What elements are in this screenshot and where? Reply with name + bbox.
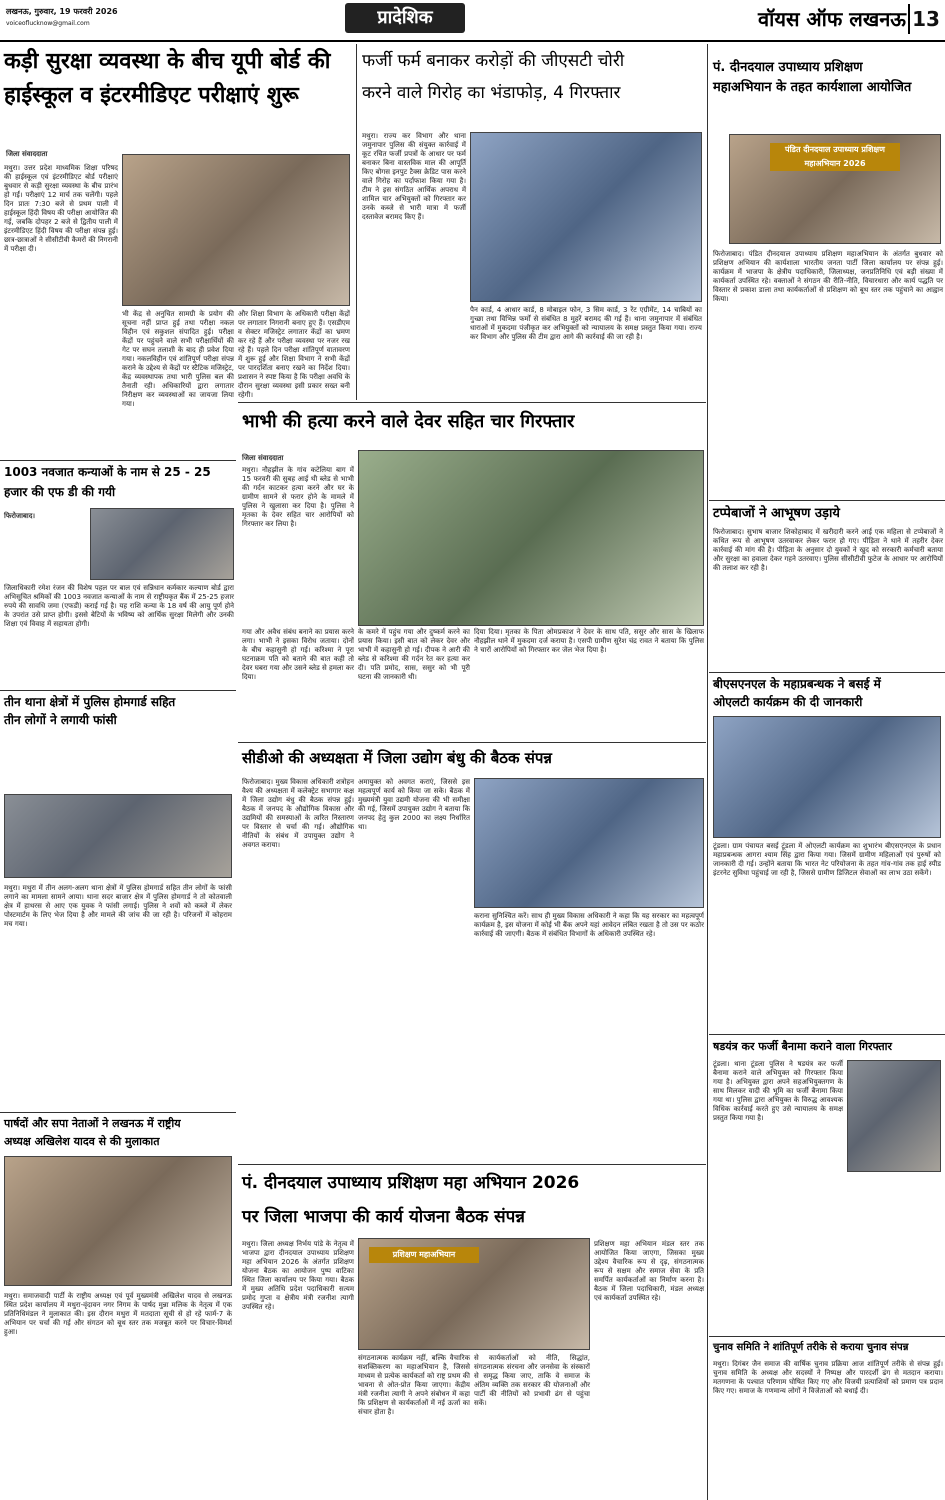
- pdu-bjp-photo: [358, 1238, 590, 1350]
- board-exam-headline-line1: कड़ी सुरक्षा व्यवस्था के बीच यूपी बोर्ड की: [4, 49, 331, 74]
- pdu-bjp-headline-line2: पर जिला भाजपा की कार्य योजना बैठक संपन्न: [242, 1207, 525, 1227]
- bhabhi-murder-byline: जिला संवाददाता: [242, 454, 284, 462]
- homeguard-body: मथुरा। मथुरा में तीन अलग-अलग थाना क्षेत्रों में पुलिस होमगार्ड सहित तीन लोगों के फांसी लगाने का मामला सामने आया। थाना सदर बाजार क्षेत्र में पुलिस होमगार्ड ने तो कोतवाली क्षेत्र में हाथरस से आए एक युवक ने फांसी लगाई। पुलिस ने शवों को कब्जे में लेकर पोस्टमार्टम के लिए भेज दिया है और मामले की जांच की जा रही है। परिजनों में कोहराम मच गया।: [4, 884, 235, 928]
- election-body: मथुरा। दिगंबर जैन समाज की वार्षिक चुनाव प्रक्रिया आज शांतिपूर्ण तरीके से संपन्न हुई। चुनाव समिति के अध्यक्ष और सदस्यों ने निष्पक्ष और पारदर्शी ढंग से मतदान कराया। मतगणना के पश्चात परिणाम घोषित किए गए और विजयी प्रत्याशियों को प्रमाण पत्र प्रदान किए गए। समाज के गणमान्य लोगों ने विजेताओं को बधाई दी।: [713, 1360, 943, 1395]
- cdo-meeting-body-col1: फिरोजाबाद। मुख्य विकास अधिकारी शत्रोहन वैश्य की अध्यक्षता में कलेक्ट्रेट सभागार कक्ष में जिला उद्योग बंधु की बैठक संपन्न हुई। बैठक में जनपद के औद्योगिक विकास और उद्यमियों की समस्याओं के त्वरित निस्तारण पर विस्तार से चर्चा की गई। औद्योगिक नीतियों के संबंध में उपायुक्त उद्योग ने अवगत कराया।: [242, 778, 357, 849]
- bsnl-headline-line1: बीएसएनएल के महाप्रबन्धक ने बसई में: [713, 677, 881, 691]
- gst-fraud-headline-line1: फर्जी फर्म बनाकर करोड़ों की जीएसटी चोरी: [362, 51, 625, 71]
- pdu-bjp-story: [238, 1164, 706, 1500]
- column-divider: [707, 44, 708, 1500]
- section-rule: [709, 672, 945, 673]
- fd-1003-photo: [90, 508, 234, 580]
- fd-1003-headline-line2: हजार की एफ डी की गयी: [4, 485, 116, 499]
- board-exam-photo: [122, 154, 350, 306]
- page-number: 13: [908, 4, 942, 34]
- pdu-bjp-body-col1: मथुरा। जिला अध्यक्ष निर्भय पांडे के नेतृत्व में भाजपा द्वारा दीनदयाल उपाध्याय प्रशिक्षण महा अभियान 2026 के अंतर्गत प्रशिक्षण योजना बैठक का आयोजन पुष्प वाटिका स्थित जिला कार्यालय पर किया गया। बैठक में मुख्य अतिथि प्रदेश पदाधिकारी सत्यम प्रमोद गुप्ता व क्षेत्रीय मंत्री रजनीश त्यागी उपस्थित रहे।: [242, 1240, 357, 1311]
- gst-fraud-story: [358, 44, 705, 400]
- akhilesh-photo: [4, 1156, 232, 1286]
- akhilesh-headline-line2: अध्यक्ष अखिलेश यादव से की मुलाकात: [4, 1135, 160, 1148]
- masthead-rule: [0, 40, 945, 42]
- bsnl-headline-line2: ओएलटी कार्यक्रम की दी जानकारी: [713, 695, 863, 709]
- bhabhi-murder-body-col4: दिया दिया। मृतका के पिता ओमप्रकाश ने देवर के साथ पति, ससुर और सास के खिलाफ नौहझील थाने में मुकदमा दर्ज कराया है। एसपी ग्रामीण सुरेश चंद्र रावत ने बताया कि पुलिस ने चारों आरोपियों को गिरफ्तार कर जेल भेज दिया है।: [474, 628, 707, 654]
- gst-fraud-body-col2: पैन कार्ड, 4 आधार कार्ड, 8 मोबाइल फोन, 3 सिम कार्ड, 3 रेंट एग्रीमेंट, 14 चाबियों का गुच्छा तथा विभिन्न फर्मों से संबंधित 8 मुहरें बरामद की गई हैं। थाना जमुनापार में संबंधित धाराओं में मुकदमा पंजीकृत कर अभियुक्तों को न्यायालय के समक्ष प्रस्तुत किया गया। राज्य कर विभाग और पुलिस की टीम द्वारा आगे की कार्रवाई की जा रही है।: [470, 306, 705, 341]
- board-exam-body-col1: मथुरा। उत्तर प्रदेश माध्यमिक शिक्षा परिषद की हाईस्कूल एवं इंटरमीडिएट बोर्ड परीक्षाएं बुधवार से कड़ी सुरक्षा व्यवस्था के बीच प्रारंभ हो गईं। परीक्षाएं 12 मार्च तक चलेंगी। पहले दिन प्रातः 7:30 बजे से प्रथम पाली में हाईस्कूल हिंदी विषय की परीक्षा आयोजित की गई, जबकि दोपहर 2 बजे से द्वितीय पाली में इंटरमीडिएट हिंदी विषय की परीक्षा संपन्न हुई। छात्र-छात्राओं ने सीसीटीवी कैमरों की निगरानी में परीक्षा दी।: [4, 164, 121, 253]
- cdo-meeting-photo: [474, 778, 704, 908]
- section-rule: [238, 742, 706, 743]
- akhilesh-headline-line1: पार्षदों और सपा नेताओं ने लखनऊ में राष्ट्रीय: [4, 1117, 181, 1130]
- masthead: [0, 0, 945, 42]
- section-rule: [709, 1336, 945, 1337]
- bhabhi-murder-headline: भाभी की हत्या करने वाले देवर सहित चार गिरफ्तार: [242, 411, 575, 432]
- election-story: [709, 1336, 945, 1500]
- land-fraud-photo: [847, 1060, 941, 1172]
- section-label: प्रादेशिक: [345, 3, 465, 33]
- board-exam-body-col2: भी केंद्र से अनुचित सामग्री के प्रयोग की सूचना नहीं प्राप्त हुई तथा परीक्षा नकल विहीन एवं सकुशल संपादित हुई। परीक्षा केंद्रों पर पहुंचने वाले सभी परीक्षार्थियों की गेट पर सघन तलाशी के बाद ही प्रवेश दिया गया। नकलविहीन एवं शांतिपूर्ण परीक्षा संपन्न कराने के उद्देश्य से केंद्रों पर स्टैटिक मजिस्ट्रेट, केंद्र व्यवस्थापक तथा भारी पुलिस बल की तैनाती रही। अधिकारियों द्वारा लगातार निरीक्षण कर व्यवस्थाओं का जायजा लिया गया।: [122, 310, 237, 408]
- land-fraud-headline: षडयंत्र कर फर्जी बैनामा कराने वाला गिरफ्तार: [713, 1040, 893, 1053]
- bhabhi-murder-body-col3: के कमरे में पहुंच गया और दुष्कर्म करने का प्रयास किया। इसी बात को लेकर देवर और भाभी में कहासुनी हो गई। दीपक ने आरी की ब्लेड से करिश्मा की गर्दन रेत कर हत्या कर दी। पति प्रमोद, सास, ससुर को भी पूरी घटना की जानकारी थी।: [358, 628, 473, 681]
- deendayal-box-photo: [729, 134, 941, 244]
- pdu-bjp-body-col2: संगठनात्मक कार्यक्रम नहीं, बल्कि वैचारिक सशक्तिकरण का महाअभियान है, जिससे माध्यम से प्रत्येक कार्यकर्ता को राष्ट्र प्रथम की भावना से ओत-प्रोत किया जाएगा। केंद्रीय मंत्री रजनीश त्यागी ने अपने संबोधन में कहा कि प्रशिक्षण से कार्यकर्ताओं में नई ऊर्जा का संचार होता है।: [358, 1354, 473, 1416]
- pdu-bjp-body-col3: से कार्यकर्ताओं को नीति, सिद्धांत, संगठनात्मक संरचना और जनसेवा के संस्कारों से समृद्ध किया जाए, ताकि वे समाज के अंतिम व्यक्ति तक सरकार की योजनाओं और पार्टी की नीतियों को प्रभावी ढंग से पहुंचा सकें।: [474, 1354, 593, 1407]
- cdo-meeting-body-col3: कराना सुनिश्चित करें। साथ ही मुख्य विकास अधिकारी ने कहा कि यह सरकार का महत्वपूर्ण कार्यक्रम है, इस योजना में कोई भी बैंक अपने यहां आवेदन लंबित रखता है तो उस पर कठोर कार्रवाई की जाएगी। बैठक में संबंधित विभागों के अधिकारी उपस्थित रहे।: [474, 912, 707, 938]
- election-headline: चुनाव समिति ने शांतिपूर्ण तरीके से कराया चुनाव संपन्न: [713, 1342, 909, 1353]
- bsnl-story: [709, 672, 945, 1032]
- bhabhi-murder-photo: [358, 450, 704, 626]
- cdo-meeting-body-col2: अमायुक्त को अवगत कराएं, जिससे इस महत्वपूर्ण कार्य को किया जा सके। बैठक में मुख्यमंत्री युवा उद्यमी योजना की भी समीक्षा की गई, जिसमें उपायुक्त उद्योग ने बताया कि जनपद हेतु कुल 2000 का लक्ष्य निर्धारित था।: [358, 778, 473, 831]
- bhabhi-murder-body-col2: गया और अवैध संबंध बनाने का प्रयास करने लगा। भाभी ने इसका विरोध जताया। दोनों के बीच कहासुनी हो गई। करिश्मा ने पूरा घटनाक्रम पति को बताने की बात कही तो देवर घबरा गया और उसने ब्लेड से हमला कर दिया।: [242, 628, 357, 681]
- gst-fraud-body-col1: मथुरा। राज्य कर विभाग और थाना जमुनापार पुलिस की संयुक्त कार्रवाई में कूट रचित फर्जी प्रपत्रों के आधार पर फर्म बनाकर बिना वास्तविक माल की आपूर्ति किए बोगस इनपुट टैक्स क्रेडिट पास करने वाले गिरोह का पर्दाफाश किया गया है। टीम ने इस संगठित आर्थिक अपराध में शामिल चार अभियुक्तों को गिरफ्तार कर उनके कब्जे से भारी मात्रा में फर्जी दस्तावेज बरामद किए हैं।: [362, 132, 469, 221]
- section-rule: [0, 690, 236, 691]
- board-exam-byline: जिला संवाददाता: [6, 150, 48, 158]
- masthead-email: voiceoflucknow@gmail.com: [6, 20, 90, 27]
- fd-1003-body: जिलाधिकारी रमेश रंजन की विशेष पहल पर बाल एवं सन्निधान कर्मकार कल्याण बोर्ड द्वारा अभिसूचित श्रमिकों की 1003 नवजात कन्याओं के नाम से राष्ट्रीयकृत बैंक में 25-25 हजार रुपये की सावधि जमा (एफडी) कराई गई है। यह राशि कन्या के 18 वर्ष की आयु पूर्ण होने के उपरांत उसे प्राप्त होगी। इससे बेटियों के भविष्य को आर्थिक सुरक्षा मिलेगी और उनकी शिक्षा एवं विवाह में सहायता होगी।: [4, 584, 237, 628]
- section-rule: [709, 1034, 945, 1035]
- board-exam-headline-line2: हाईस्कूल व इंटरमीडिएट परीक्षाएं शुरू: [4, 83, 299, 108]
- board-exam-body-col3: और शिक्षा विभाग के अधिकारी परीक्षा केंद्रों पर लगातार निगरानी बनाए हुए हैं। एसडीएम व सेक्टर मजिस्ट्रेट लगातार केंद्रों का भ्रमण कर रहे हैं और परीक्षा व्यवस्था पर नजर रख रहे हैं। पहले दिन परीक्षा शांतिपूर्ण वातावरण में शुरू हुई और शिक्षा विभाग ने सभी केंद्रों पर पारदर्शिता बनाए रखने का निर्देश दिया। प्रशासन ने स्पष्ट किया है कि परीक्षा अवधि के दौरान सुरक्षा व्यवस्था इसी प्रकार सख्त बनी रहेगी।: [238, 310, 353, 399]
- fd-1003-headline-line1: 1003 नवजात कन्याओं के नाम से 25 - 25: [4, 465, 211, 479]
- pdu-bjp-body-col4: प्रशिक्षण महा अभियान मंडल स्तर तक आयोजित किया जाएगा, जिसका मुख्य उद्देश्य वैचारिक रूप से दृढ़, संगठनात्मक रूप से सक्षम और समाज सेवा के प्रति समर्पित कार्यकर्ताओं का निर्माण करना है। बैठक में जिला पदाधिकारी, मंडल अध्यक्ष एवं कार्यकर्ता उपस्थित रहे।: [594, 1240, 707, 1302]
- land-fraud-body: टूंडला। थाना टूंडला पुलिस ने षडयंत्र कर फर्जी बैनामा कराने वाले अभियुक्त को गिरफ्तार किया गया है। अभियुक्त द्वारा अपने सहअभियुक्तगण के साथ मिलकर वादी की भूमि का फर्जी बैनामा किया गया था। पुलिस द्वारा अभियुक्त के विरुद्ध आवश्यक विधिक कार्रवाई करते हुए उसे न्यायालय के समक्ष प्रस्तुत किया गया है।: [713, 1060, 846, 1122]
- deendayal-box-photo-banner: पंडित दीनदयाल उपाध्याय प्रशिक्षण महाअभियान 2026: [770, 143, 900, 171]
- pdu-bjp-headline-line1: पं. दीनदयाल उपाध्याय प्रशिक्षण महा अभियान 2026: [242, 1173, 580, 1193]
- tappebaj-story: [709, 500, 945, 670]
- gst-fraud-photo: [470, 132, 702, 302]
- cdo-meeting-story: [238, 742, 706, 1162]
- column-divider: [356, 44, 357, 400]
- bsnl-photo: [713, 716, 941, 838]
- homeguard-headline-line1: तीन थाना क्षेत्रों में पुलिस होमगार्ड सहित: [4, 695, 176, 709]
- bhabhi-murder-body-col1: मथुरा। नौहझील के गांव कटेलिया बाग में 15 फरवरी की सुबह आई थी ब्लेड से भाभी की गर्दन काटकर हत्या करने और घर के ग्रामीण सामने से फरार होने के मामले में पुलिस ने खुलासा कर दिया है। पुलिस ने मृतका के देवर सहित चार आरोपियों को गिरफ्तार कर लिया है।: [242, 466, 357, 528]
- section-rule: [709, 500, 945, 501]
- tappebaj-body: फिरोजाबाद। सुभाष बाजार शिकोहाबाद में खरीदारी करने आई एक महिला से टप्पेबाजों ने कथित रूप से आभूषण उतरवाकर लेकर फरार हो गए। पीड़िता ने थाने में तहरीर देकर कार्रवाई की मांग की है। पीड़िता के अनुसार दो युवकों ने खुद को सरकारी कर्मचारी बताया और सुरक्षा का हवाला देकर गहने उतरवाए। पुलिस सीसीटीवी फुटेज के आधार पर आरोपियों की तलाश कर रही है।: [713, 528, 943, 572]
- deendayal-box-headline-line2: महाअभियान के तहत कार्यशाला आयोजित: [713, 80, 912, 95]
- cdo-meeting-headline: सीडीओ की अध्यक्षता में जिला उद्योग बंधु की बैठक संपन्न: [242, 749, 552, 767]
- akhilesh-body: मथुरा। समाजवादी पार्टी के राष्ट्रीय अध्यक्ष एवं पूर्व मुख्यमंत्री अखिलेश यादव से लखनऊ स्थित प्रदेश कार्यालय में मथुरा-वृंदावन नगर निगम के पार्षद मुन्ना मलिक के नेतृत्व में एक प्रतिनिधिमंडल ने मुलाकात की। इस दौरान मथुरा में मतदाता सूची से हो रहे फार्म-7 के अभियान पर चर्चा की गई और संगठन को बूथ स्तर तक मजबूत करने पर विचार-विमर्श हुआ।: [4, 1292, 235, 1336]
- deendayal-box-story: [709, 44, 945, 500]
- paper-name: वॉयस ऑफ लखनऊ: [758, 7, 906, 31]
- gst-fraud-headline-line2: करने वाले गिरोह का भंडाफोड़, 4 गिरफ्तार: [362, 83, 621, 103]
- section-rule: [238, 402, 706, 403]
- masthead-date-line: लखनऊ, गुरुवार, 19 फरवरी 2026: [6, 7, 118, 16]
- bsnl-body: टूंडला। ग्राम पंचायत बसई टूंडला में ओएलटी कार्यक्रम का शुभारंभ बीएसएनएल के प्रधान महाप्रबन्धक आगरा श्याम सिंह द्वारा किया गया। जिसमें ग्रामीण महिलाओं एवं पुरुषों को जानकारी दी गई। उन्होंने बताया कि भारत नेट परियोजना के तहत गांव-गांव तक हाई स्पीड इंटरनेट सुविधा पहुंचाई जा रही है, जिससे ग्रामीण डिजिटल सेवाओं का लाभ उठा सकेंगे।: [713, 842, 944, 877]
- homeguard-photo: [4, 794, 232, 878]
- land-fraud-story: [709, 1034, 945, 1334]
- board-exam-story: [0, 44, 354, 459]
- deendayal-box-body: फिरोजाबाद। पंडित दीनदयाल उपाध्याय प्रशिक्षण महाअभियान के अंतर्गत बुधवार को प्रशिक्षण अभियान की कार्यशाला भारतीय जनता पार्टी जिला कार्यालय पर संपन्न हुई। कार्यक्रम में भाजपा के क्षेत्रीय पदाधिकारी, जिलाध्यक्ष, जनप्रतिनिधि एवं बड़ी संख्या में कार्यकर्ता उपस्थित रहे। वक्ताओं ने संगठन की रीति-नीति, विचारधारा और कार्य पद्धति पर विस्तार से प्रकाश डाला तथा कार्यकर्ताओं से प्रशिक्षण को बूथ स्तर तक पहुंचाने का आह्वान किया।: [713, 250, 943, 303]
- tappebaj-headline: टप्पेबाजों ने आभूषण उड़ाये: [713, 506, 840, 521]
- fd-1003-byline: फिरोजाबाद।: [4, 512, 36, 520]
- bhabhi-murder-story: [238, 402, 706, 740]
- fd-1003-story: [0, 460, 236, 688]
- section-rule: [0, 1112, 236, 1113]
- homeguard-story: [0, 690, 236, 1110]
- deendayal-box-headline-line1: पं. दीनदयाल उपाध्याय प्रशिक्षण: [713, 60, 863, 75]
- akhilesh-story: [0, 1112, 236, 1500]
- homeguard-headline-line2: तीन लोगों ने लगायी फांसी: [4, 713, 117, 727]
- section-rule: [238, 1164, 706, 1165]
- section-rule: [0, 460, 236, 461]
- pdu-bjp-photo-banner: प्रशिक्षण महाअभियान: [369, 1247, 479, 1263]
